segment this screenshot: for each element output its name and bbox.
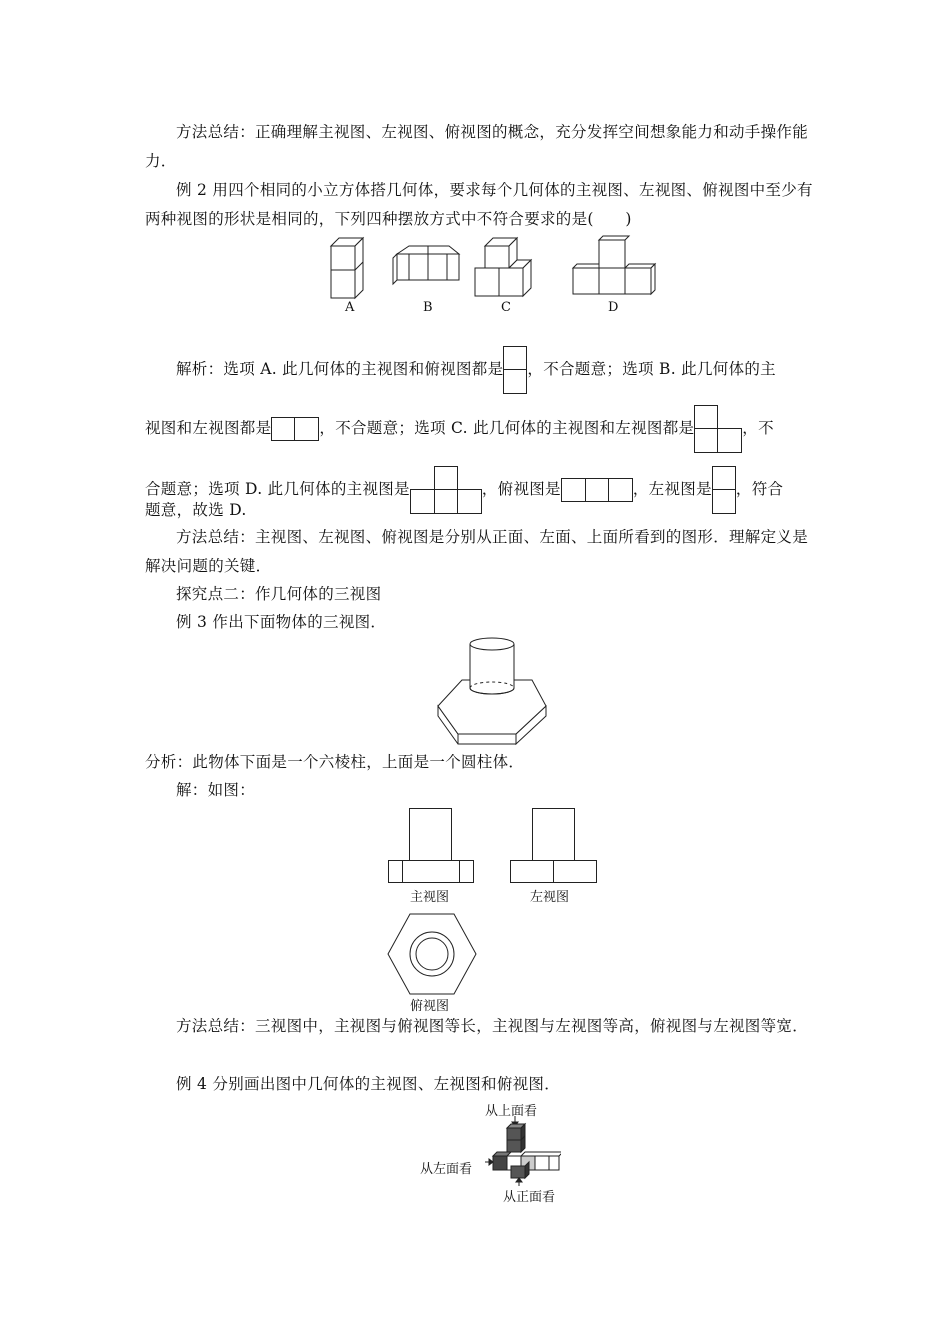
solution-text: 解析：选项 A. 此几何体的主视图和俯视图都是 xyxy=(176,360,504,378)
left-view-figure xyxy=(510,808,598,884)
method-summary-3: 方法总结：三视图中，主视图与俯视图等长，主视图与左视图等高，俯视图与左视图等宽． xyxy=(176,1017,809,1035)
cube-arrangements-drawing xyxy=(325,232,665,302)
option-label-c: C xyxy=(501,300,511,315)
example-3-question: 例 3 作出下面物体的三视图． xyxy=(176,613,387,631)
cube-arrangements-figure xyxy=(325,232,665,302)
solution-line-4: 题意，故选 D. xyxy=(145,501,247,519)
left-view-label: 左视图 xyxy=(530,890,570,905)
method-summary-2: 方法总结：主视图、左视图、俯视图是分别从正面、左面、上面所看到的图形．理解定义是解决问题的关键． xyxy=(145,528,809,575)
cube-structure-figure xyxy=(485,1116,561,1186)
option-label-a: A xyxy=(345,300,355,315)
top-view-label: 俯视图 xyxy=(410,999,450,1014)
explore-point-heading: 探究点二：作几何体的三视图 xyxy=(176,585,382,603)
front-view-label: 主视图 xyxy=(410,890,450,905)
solution-text: ，俯视图是 xyxy=(481,480,561,498)
solution-text: ，不合题意；选项 C. 此几何体的主视图和左视图都是 xyxy=(319,419,695,437)
option-label-b: B xyxy=(423,300,433,315)
solution-text: ，左视图是 xyxy=(632,480,712,498)
solution-text: ，符合 xyxy=(735,480,784,498)
label-from-left: 从左面看 xyxy=(420,1162,473,1177)
hex-prism-cylinder-figure xyxy=(432,636,572,748)
method-summary-1: 方法总结：正确理解主视图、左视图、俯视图的概念，充分发挥空间想象能力和动手操作能力． xyxy=(145,123,809,170)
solution-text: 视图和左视图都是 xyxy=(145,419,272,437)
example-2-question: 例 2 用四个相同的小立方体搭几何体，要求每个几何体的主视图、左视图、俯视图中至少有两种视图的形状是相同的，下列四种摆放方式中不符合要求的是( ) xyxy=(145,181,813,228)
option-label-d: D xyxy=(608,300,619,315)
l-shape-squares-figure xyxy=(694,405,742,453)
solution-label: 解：如图： xyxy=(176,781,256,799)
example-4-question: 例 4 分别画出图中几何体的主视图、左视图和俯视图． xyxy=(176,1075,561,1093)
front-view-figure xyxy=(388,808,474,884)
two-squares-row-figure xyxy=(271,417,319,441)
solution-text: ，不 xyxy=(742,419,774,437)
label-from-top: 从上面看 xyxy=(485,1104,538,1119)
analysis-text: 分析：此物体下面是一个六棱柱，上面是一个圆柱体． xyxy=(145,753,525,771)
solution-text: ，不合题意；选项 B. 此几何体的主 xyxy=(527,360,776,378)
two-stacked-squares-figure xyxy=(503,346,527,394)
top-view-figure xyxy=(386,912,478,996)
solution-text: 合题意；选项 D. 此几何体的主视图是 xyxy=(145,480,410,498)
solution-line-2 xyxy=(145,405,813,453)
solution-line-1 xyxy=(145,346,813,394)
label-from-front: 从正面看 xyxy=(503,1190,556,1205)
